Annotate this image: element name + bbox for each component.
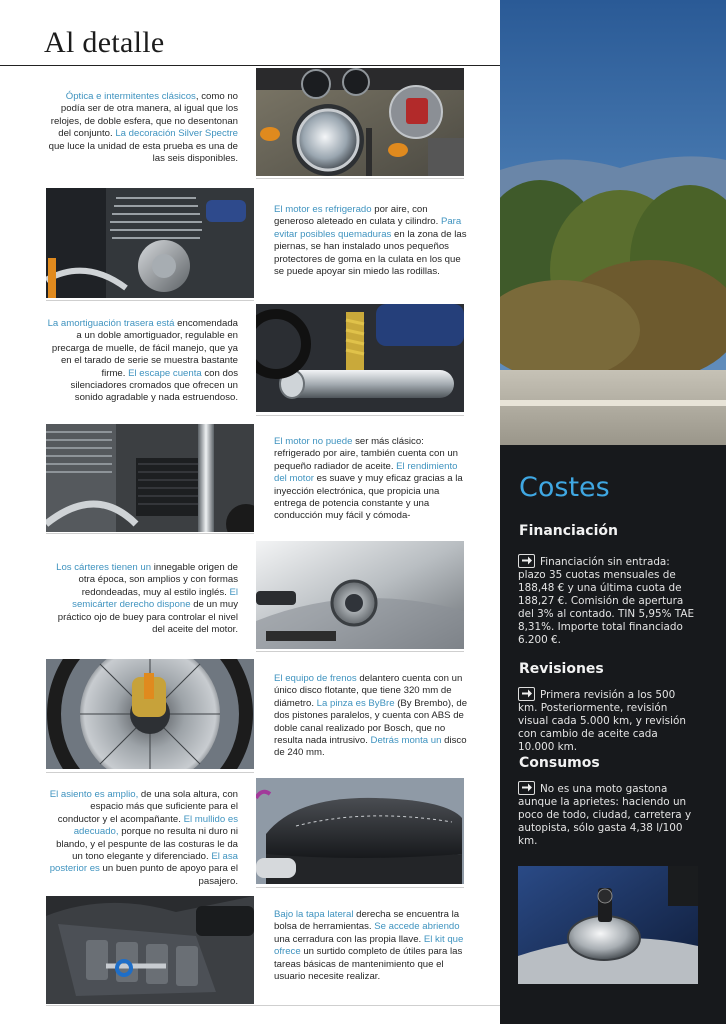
- text-frenos: [274, 673, 470, 760]
- photo-oil-sight-glass: [256, 541, 464, 649]
- divider: [46, 300, 254, 301]
- text-asiento-body-1: de una sola altura, con espacio más que suficiente para el conductor y el acompañante.: [57, 789, 238, 825]
- text-motor-clasico-body-1: ser más clásico: refrigerado por aire, también cuenta con un pequeño radiador de aceite.: [274, 436, 458, 472]
- text-tapa-lateral-body-1: derecha se encuentra la bolsa de herramientas.: [274, 909, 460, 933]
- divider: [46, 1005, 500, 1006]
- text-optica-body-1: , como no podía ser de otra manera, al igual que los relojes, de doble esfera, que no desentonan del conjunto.: [50, 91, 238, 140]
- text-motor-clasico: [274, 436, 470, 523]
- text-carteres: [46, 562, 238, 636]
- photo-engine: [46, 188, 254, 298]
- text-motor-refrigerado-body-2: en la zona de las piernas, se han instalado unos pequeños protectores de goma en la culata en los que se puede apoyar sin miedo las rodillas.: [274, 228, 467, 278]
- financiacion-title: Financiación: [519, 523, 618, 539]
- text-amortiguacion-hl-1: La amortiguación trasera está: [47, 318, 175, 329]
- photo-rear-shock: [256, 304, 464, 412]
- text-amortiguacion-body-2: con dos silenciadores cromados que ofrecen un sonido agradable y nada estruendoso.: [70, 367, 238, 404]
- text-frenos-body-3: disco de 240 mm.: [274, 735, 467, 759]
- text-motor-clasico-hl-1: El motor no puede: [274, 436, 353, 447]
- photo-brake-disc: [46, 659, 254, 769]
- photo-fuel-cap: [518, 866, 698, 984]
- text-tapa-lateral-hl-2: Se accede abriendo: [374, 921, 460, 933]
- text-frenos-hl-3: Detrás monta un: [370, 735, 442, 747]
- text-carteres-hl-2: El semicárter derecho dispone: [72, 586, 238, 611]
- divider: [256, 651, 464, 652]
- photo-landscape: [500, 0, 726, 445]
- text-frenos-body-1: delantero cuenta con un único disco flotante, que tiene 320 mm de diámetro.: [274, 673, 463, 709]
- text-optica-hl-2: La decoración Silver Spectre: [115, 128, 238, 140]
- arrow-right-icon: [518, 687, 535, 701]
- title-rule: [0, 65, 500, 66]
- financiacion-text: Financiación sin entrada: plazo 35 cuotas mensuales de 188,48 € y una última cuota de 188,27 €. Comisión de apertura del 3% al contado. TIN 5,95% TAE 8,31%. Importe total financiado 6.200 €.: [518, 556, 695, 646]
- text-frenos-hl-2: La pinza es ByBre: [316, 697, 395, 709]
- revisiones-text: Primera revisión a los 500 km. Posteriormente, revisión visual cada 5.000 km, y revisión con cambio de aceite cada 10.000 km.: [518, 689, 686, 753]
- text-asiento-hl-1: El asiento es amplio,: [49, 789, 139, 800]
- text-motor-refrigerado-hl-2: Para evitar posibles quemaduras: [274, 216, 462, 240]
- costes-heading: Costes: [519, 472, 610, 503]
- text-optica: [46, 91, 238, 165]
- financiacion-box: [518, 555, 696, 646]
- text-tapa-lateral-hl-1: Bajo la tapa lateral: [274, 909, 354, 920]
- text-asiento-hl-3: El asa posterior es: [49, 851, 238, 875]
- text-asiento-hl-2: El mullido es adecuado,: [73, 813, 238, 838]
- divider: [256, 178, 464, 179]
- consumos-text: No es una moto gastona aunque la aprietes: haciendo un poco de todo, ciudad, carretera y autopista, sólo gasta 4,38 l/100 km.: [518, 783, 692, 847]
- photo-oil-radiator: [46, 424, 254, 532]
- text-tapa-lateral-hl-3: El kit que ofrece: [274, 933, 464, 958]
- text-frenos-hl-1: El equipo de frenos: [274, 673, 357, 684]
- arrow-right-icon: [518, 554, 535, 568]
- text-motor-clasico-body-2: es suave y muy eficaz gracias a la inyección electrónica, que propicia una entrega de potencia constante y una conducción muy fácil y cómoda-: [274, 473, 463, 522]
- text-asiento-body-2: porque no resulta ni duro ni blando, y el pespunte de las costuras le da un tono elegante y diferenciado.: [56, 826, 238, 863]
- divider: [256, 415, 464, 416]
- text-asiento-body-3: un buen punto de apoyo para el pasajero.: [99, 863, 238, 887]
- text-motor-clasico-hl-2: El rendimiento del motor: [274, 460, 458, 485]
- text-amortiguacion-body-1: encomendada a un doble amortiguador, regulable en precarga de muelle, de fácil manejo, que ya en el tarado de serie se muestra bastante firme.: [51, 318, 238, 379]
- text-amortiguacion: [46, 318, 238, 405]
- arrow-right-icon: [518, 781, 535, 795]
- text-optica-body-2: que luce la unidad de esta prueba es una de las seis disponibles.: [48, 140, 238, 165]
- revisiones-title: Revisiones: [519, 661, 604, 677]
- text-asiento: [46, 789, 238, 888]
- divider: [256, 887, 464, 888]
- text-carteres-hl-1: Los cárteres tienen un: [56, 562, 152, 573]
- text-motor-refrigerado: [274, 204, 470, 278]
- photo-headlight: [256, 68, 464, 176]
- consumos-box: [518, 782, 696, 848]
- photo-seat: [256, 778, 464, 884]
- text-amortiguacion-hl-2: El escape cuenta: [128, 367, 202, 379]
- text-tapa-lateral-body-2: una cerradura con las propia llave.: [274, 933, 424, 945]
- text-tapa-lateral-body-3: un surtido completo de útiles para las tareas básicas de mantenimiento que el usuario necesite realizar.: [274, 946, 463, 983]
- text-optica-hl-1: Óptica e intermitentes clásicos: [65, 91, 196, 102]
- revisiones-box: [518, 688, 696, 754]
- text-tapa-lateral: [274, 909, 470, 983]
- divider: [46, 533, 254, 534]
- text-carteres-body-2: de un muy práctico ojo de buey para controlar el nivel del aceite del motor.: [57, 599, 238, 636]
- text-motor-refrigerado-hl-1: El motor es refrigerado: [274, 204, 372, 215]
- photo-tool-kit: [46, 896, 254, 1004]
- consumos-title: Consumos: [519, 755, 600, 771]
- page-title: Al detalle: [44, 26, 165, 59]
- text-frenos-body-2: (By Brembo), de dos pistones paralelos, y cuenta con ABS de doble canal realizado por Bosch, que no resulta nada intrusivo.: [274, 697, 468, 747]
- text-motor-refrigerado-body-1: por aire, con generoso aleteado en culata y cilindro.: [274, 204, 441, 228]
- divider: [46, 772, 254, 773]
- text-carteres-body-1: innegable origen de otra época, son amplios y con formas redondeadas, muy al estilo inglés.: [78, 562, 238, 598]
